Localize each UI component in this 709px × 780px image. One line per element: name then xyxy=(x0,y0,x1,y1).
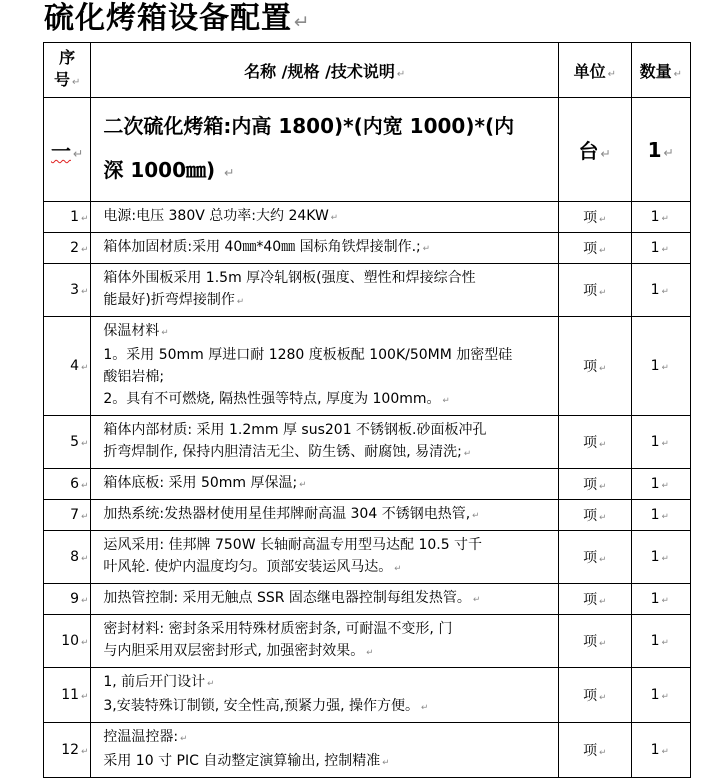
main-item-row xyxy=(44,98,691,202)
page-title xyxy=(44,0,311,42)
row-desc xyxy=(91,531,559,584)
table-row xyxy=(44,668,691,723)
header-unit: 单位 ↵ xyxy=(558,43,631,98)
row-unit: 项 ↵ xyxy=(558,202,631,233)
row-qty: 1 ↵ xyxy=(631,584,690,615)
title-text: 硫化烤箱设备配置 xyxy=(44,1,292,36)
row-desc xyxy=(91,615,559,668)
header-qty: 数量 ↵ xyxy=(631,43,690,98)
row-desc xyxy=(91,584,559,615)
row-desc xyxy=(91,469,559,500)
row-unit: 项 ↵ xyxy=(558,500,631,531)
row-no: 8 ↵ xyxy=(44,531,91,584)
row-desc-line: 2。具有不可燃烧, 隔热性强等特点, 厚度为 100mm。 ↵ xyxy=(103,391,450,407)
table-row xyxy=(44,615,691,668)
main-item-desc: 二次硫化烤箱:内高 1800)*(内宽 1000)*(内 深 1000㎜) ↵ xyxy=(91,98,559,202)
row-no: 4 ↵ xyxy=(44,317,91,416)
row-unit: 项 ↵ xyxy=(558,584,631,615)
row-desc-line: 加热系统:发热器材使用星佳邦牌耐高温 304 不锈钢电热管, ↵ xyxy=(103,506,480,522)
row-desc xyxy=(91,668,559,723)
main-item-qty: 1 ↵ xyxy=(631,98,690,202)
table-row xyxy=(44,317,691,416)
table-row xyxy=(44,264,691,317)
table-row xyxy=(44,233,691,264)
row-desc-line: 能最好)折弯焊接制作 ↵ xyxy=(103,292,245,308)
row-unit: 项 ↵ xyxy=(558,469,631,500)
row-desc xyxy=(91,264,559,317)
row-desc-line: 1, 前后开门设计 ↵ xyxy=(103,674,215,690)
row-desc xyxy=(91,500,559,531)
row-desc-line: 叶风轮. 使炉内温度均匀。顶部安装运风马达。 ↵ xyxy=(103,559,402,575)
row-no: 1 ↵ xyxy=(44,202,91,233)
row-no: 9 ↵ xyxy=(44,584,91,615)
main-item-no: 一 ↵ xyxy=(44,98,91,202)
row-desc-line: 保温材料 ↵ xyxy=(103,323,169,339)
table-row xyxy=(44,416,691,469)
row-qty: 1 ↵ xyxy=(631,416,690,469)
table-row xyxy=(44,202,691,233)
table-row xyxy=(44,723,691,778)
paragraph-mark-icon: ↵ xyxy=(294,12,311,33)
row-desc-line: 箱体外围板采用 1.5m 厚冷轧钢板(强度、塑性和焊接综合性 xyxy=(103,270,476,286)
row-qty: 1 ↵ xyxy=(631,469,690,500)
header-no: 序 号 ↵ xyxy=(44,43,91,98)
row-qty: 1 ↵ xyxy=(631,317,690,416)
row-desc xyxy=(91,416,559,469)
row-desc-line: 箱体底板: 采用 50mm 厚保温; ↵ xyxy=(103,475,307,491)
table-row xyxy=(44,469,691,500)
row-desc-line: 密封材料: 密封条采用特殊材质密封条, 可耐温不变形, 门 xyxy=(103,621,453,637)
row-no: 2 ↵ xyxy=(44,233,91,264)
row-desc-line: 3,安装特殊订制锁, 安全性高,预紧力强, 操作方便。 ↵ xyxy=(103,698,429,714)
row-desc-line: 加热管控制: 采用无触点 SSR 固态继电器控制每组发热管。 ↵ xyxy=(103,590,481,606)
table-row xyxy=(44,500,691,531)
row-desc-line: 控温温控器: ↵ xyxy=(103,729,188,745)
row-no: 7 ↵ xyxy=(44,500,91,531)
row-qty: 1 ↵ xyxy=(631,264,690,317)
row-no: 11 ↵ xyxy=(44,668,91,723)
row-no: 12 ↵ xyxy=(44,723,91,778)
row-unit: 项 ↵ xyxy=(558,233,631,264)
row-desc-line: 与内胆采用双层密封形式, 加强密封效果。 ↵ xyxy=(103,643,374,659)
row-desc xyxy=(91,233,559,264)
table-row xyxy=(44,584,691,615)
config-table xyxy=(43,42,691,778)
row-qty: 1 ↵ xyxy=(631,233,690,264)
row-desc-line: 箱体加固材质:采用 40㎜*40㎜ 国标角铁焊接制作.; ↵ xyxy=(103,239,431,255)
row-unit: 项 ↵ xyxy=(558,264,631,317)
row-qty: 1 ↵ xyxy=(631,668,690,723)
row-no: 3 ↵ xyxy=(44,264,91,317)
row-desc-line: 电源:电压 380V 总功率:大约 24KW ↵ xyxy=(103,208,339,224)
table-row xyxy=(44,531,691,584)
row-unit: 项 ↵ xyxy=(558,723,631,778)
row-desc-line: 酸铝岩棉; xyxy=(103,369,165,385)
row-desc-line: 1。采用 50mm 厚进口耐 1280 度板板配 100K/50MM 加密型硅 xyxy=(103,347,513,363)
row-desc xyxy=(91,317,559,416)
row-desc-line: 箱体内部材质: 采用 1.2mm 厚 sus201 不锈钢板.砂面板冲孔 xyxy=(103,422,487,438)
main-item-unit: 台 ↵ xyxy=(558,98,631,202)
row-qty: 1 ↵ xyxy=(631,202,690,233)
table-header-row xyxy=(44,43,691,98)
row-desc xyxy=(91,723,559,778)
row-no: 6 ↵ xyxy=(44,469,91,500)
row-unit: 项 ↵ xyxy=(558,416,631,469)
row-desc-line: 运风采用: 佳邦牌 750W 长轴耐高温专用型马达配 10.5 寸千 xyxy=(103,537,483,553)
row-qty: 1 ↵ xyxy=(631,615,690,668)
header-desc: 名称 /规格 /技术说明 ↵ xyxy=(91,43,559,98)
row-unit: 项 ↵ xyxy=(558,317,631,416)
row-no: 10 ↵ xyxy=(44,615,91,668)
row-desc-line: 折弯焊制作, 保持内胆清洁无尘、防生锈、耐腐蚀, 易清洗; ↵ xyxy=(103,444,472,460)
row-unit: 项 ↵ xyxy=(558,615,631,668)
row-desc-line: 采用 10 寸 PIC 自动整定演算输出, 控制精准 ↵ xyxy=(103,753,390,769)
row-no: 5 ↵ xyxy=(44,416,91,469)
row-qty: 1 ↵ xyxy=(631,500,690,531)
row-desc xyxy=(91,202,559,233)
row-unit: 项 ↵ xyxy=(558,531,631,584)
row-qty: 1 ↵ xyxy=(631,531,690,584)
row-unit: 项 ↵ xyxy=(558,668,631,723)
row-qty: 1 ↵ xyxy=(631,723,690,778)
